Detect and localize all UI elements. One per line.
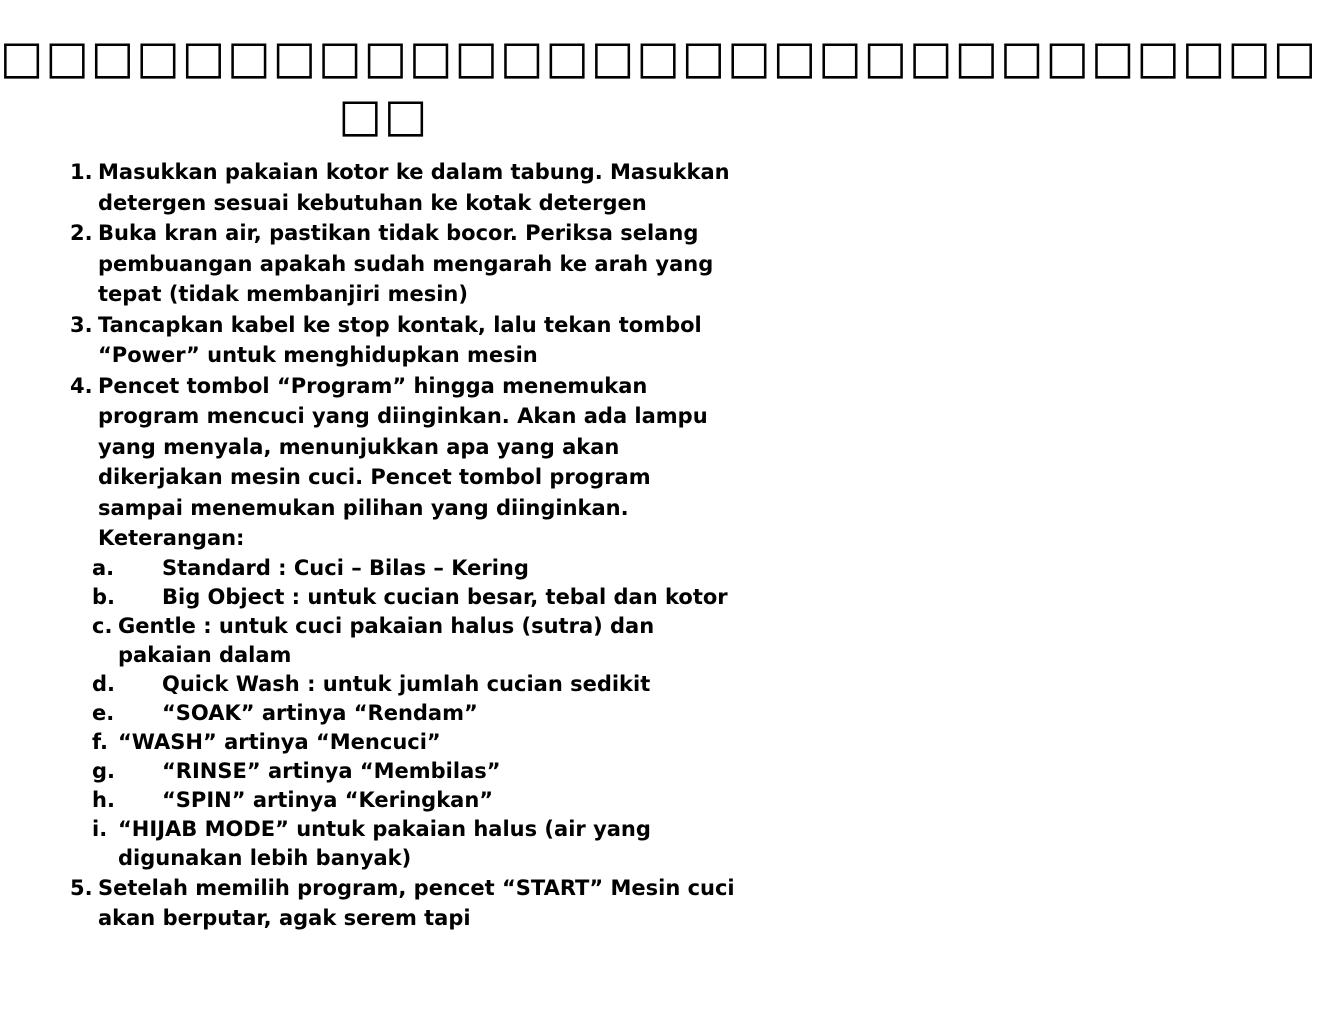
note-g (92, 757, 740, 786)
note-text: Gentle : untuk cuci pakaian halus (sutra) dan pakaian dalam (118, 613, 655, 667)
step-3 (70, 310, 740, 371)
step-number: 4. (70, 373, 93, 398)
note-text: “RINSE” artinya “Membilas” (162, 758, 501, 783)
step-text: Tancapkan kabel ke stop kontak, lalu tekan tombol “Power” untuk menghidupkan mesin (98, 312, 702, 367)
note-e (92, 699, 740, 728)
note-letter: c. (92, 613, 113, 638)
step-number: 5. (70, 875, 93, 900)
note-i (92, 815, 740, 873)
note-text: “SPIN” artinya “Keringkan” (162, 787, 494, 812)
note-text: “SOAK” artinya “Rendam” (162, 700, 478, 725)
step-4 (70, 371, 740, 554)
step-5 (70, 873, 740, 934)
note-text: Quick Wash : untuk jumlah cucian sedikit (162, 671, 651, 696)
step-number: 2. (70, 221, 93, 245)
note-a (92, 554, 740, 583)
note-letter: b. (92, 584, 116, 609)
note-letter: h. (92, 787, 115, 812)
note-text: Standard : Cuci – Bilas – Kering (162, 555, 529, 580)
note-h (92, 786, 740, 815)
instruction-list (70, 157, 740, 934)
note-letter: f. (92, 729, 108, 754)
note-text: Big Object : untuk cucian besar, tebal dan kotor (162, 584, 728, 609)
note-b (92, 583, 740, 612)
step-text: Masukkan pakaian kotor ke dalam tabung. Masukkan detergen sesuai kebutuhan ke kotak detergen (98, 160, 730, 215)
note-text: “WASH” artinya “Mencuci” (118, 729, 441, 754)
step-2 (70, 218, 740, 310)
step-text: Buka kran air, pastikan tidak bocor. Periksa selang pembuangan apakah sudah mengarah ke arah yang tepat (tidak membanjiri mesin) (98, 221, 714, 306)
step-text: Pencet tombol “Program” hingga menemukan program mencuci yang diinginkan. Akan ada lampu yang menyala, menunjukkan apa yang akan dikerjakan mesin cuci. Pencet tombol program sampai menemukan pilihan yang diinginkan. Keterangan: (98, 373, 708, 550)
note-letter: e. (92, 700, 115, 725)
page-title: □□□□□□□□□□□□□□□□□□□□□□□□□□□□□ □□ (0, 30, 1318, 142)
note-letter: a. (92, 555, 115, 580)
step-text: Setelah memilih program, pencet “START” Mesin cuci akan berputar, agak serem tapi (98, 875, 735, 930)
step-number: 1. (70, 160, 93, 184)
note-letter: g. (92, 758, 116, 783)
note-letter: d. (92, 671, 116, 696)
step-1 (70, 157, 740, 218)
note-letter: i. (92, 816, 108, 841)
note-d (92, 670, 740, 699)
step-number: 3. (70, 312, 93, 337)
note-f (92, 728, 740, 757)
note-text: “HIJAB MODE” untuk pakaian halus (air yang digunakan lebih banyak) (118, 816, 651, 870)
note-c (92, 612, 740, 670)
